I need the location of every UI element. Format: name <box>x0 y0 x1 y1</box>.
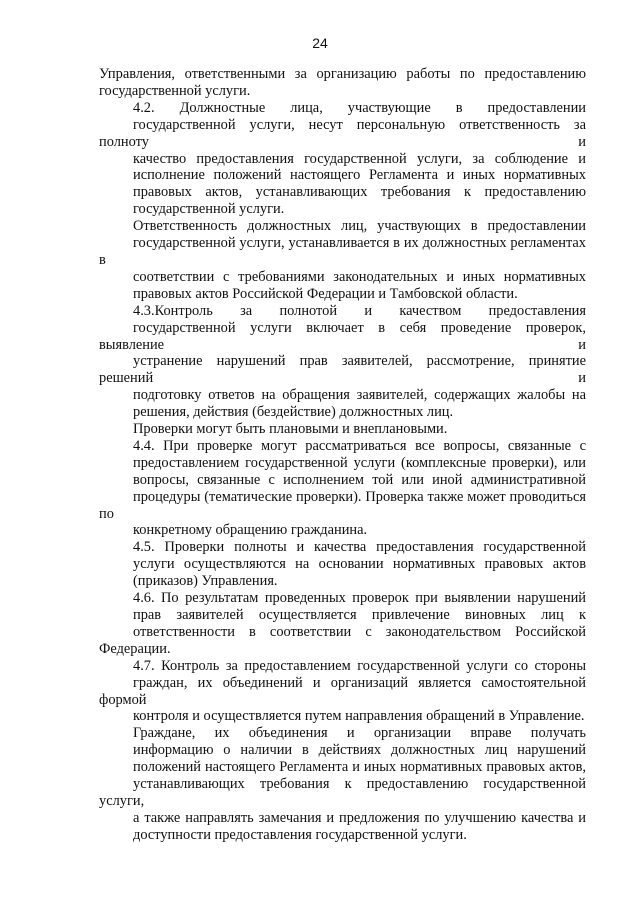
paragraph <box>99 66 586 100</box>
text-line: конкретному обращению гражданина. <box>133 522 368 539</box>
text-line: информацию о наличии в действиях должностных лиц нарушений <box>133 742 586 759</box>
text-line: 4.4. При проверке могут рассматриваться все вопросы, связанные с <box>133 437 586 454</box>
text-line: вопросы, связанные с исполнением той или иной административной <box>133 471 586 488</box>
text-line: положений настоящего Регламента и иных нормативных правовых актов, <box>133 759 586 776</box>
text-line: 4.2. Должностные лица, участвующие в предоставлении <box>133 99 586 116</box>
text-line: подготовку ответов на обращения заявителей, содержащих жалобы на <box>133 387 586 404</box>
text-line: Граждане, их объединения и организации вправе получать <box>133 725 586 742</box>
text-line: контроля и осуществляется путем направления обращений в Управление. <box>133 708 585 725</box>
text-line: прав заявителей осуществляется привлечение виновных лиц к <box>133 607 586 623</box>
text-line: качество предоставления государственной услуги, за соблюдение и <box>133 150 586 167</box>
text-line: предоставлением государственной услуги (комплексные проверки), или <box>133 454 586 471</box>
text-line: Управления, ответственными за организацию работы по предоставлению <box>99 66 586 82</box>
document-body <box>99 66 586 844</box>
text-line: государственной услуги включает в себя проведение проверок, выявление и <box>99 319 586 353</box>
text-line: устанавливающих требования к предоставлению государственной услуги, <box>99 776 586 809</box>
text-line: 4.3.Контроль за полнотой и качеством предоставления <box>133 302 586 319</box>
text-line: 4.7. Контроль за предоставлением государственной услуги со стороны <box>133 657 586 674</box>
text-line: (приказов) Управления. <box>133 573 278 590</box>
text-line: 4.5. Проверки полноты и качества предоставления государственной <box>133 539 586 556</box>
text-line: правовых актов, устанавливающих требования к предоставлению <box>133 184 586 201</box>
text-line: граждан, их объединений и организаций является самостоятельной формой <box>99 674 586 708</box>
text-line: государственной услуги. <box>99 82 251 99</box>
paragraph <box>99 438 586 539</box>
text-line: решения, действия (бездействие) должностных лиц. <box>133 404 454 421</box>
text-line: доступности предоставления государственной услуги. <box>133 826 467 843</box>
paragraph <box>99 303 586 421</box>
text-line: государственной услуги, несут персональную ответственность за полноту и <box>99 116 586 150</box>
paragraph <box>99 725 586 843</box>
paragraph <box>99 658 586 726</box>
text-line: ответственности в соответствии с законодательством Российской Федерации. <box>99 623 586 657</box>
text-line: Ответственность должностных лиц, участвующих в предоставлении <box>133 218 586 235</box>
text-line: соответствии с требованиями законодательных и иных нормативных <box>133 268 586 285</box>
text-line: государственной услуги. <box>133 201 285 218</box>
text-line: а также направлять замечания и предложения по улучшению качества и <box>133 809 586 826</box>
paragraph <box>99 100 586 218</box>
paragraph <box>99 218 586 303</box>
paragraph <box>99 421 586 438</box>
text-line: государственной услуги, устанавливается в их должностных регламентах в <box>99 235 586 268</box>
text-line: процедуры (тематические проверки). Проверка также может проводиться по <box>99 488 586 522</box>
text-line: правовых актов Российской Федерации и Тамбовской области. <box>133 285 518 302</box>
text-line: 4.6. По результатам проведенных проверок при выявлении нарушений <box>133 590 586 607</box>
page-number: 24 <box>312 35 328 51</box>
text-line: устранение нарушений прав заявителей, рассмотрение, принятие решений и <box>99 353 586 387</box>
paragraph <box>99 539 586 590</box>
text-line: Проверки могут быть плановыми и внеплановыми. <box>133 421 448 438</box>
text-line: исполнение положений настоящего Регламента и иных нормативных <box>133 167 586 184</box>
paragraph <box>99 590 586 658</box>
text-line: услуги осуществляются на основании нормативных правовых актов <box>133 556 586 573</box>
